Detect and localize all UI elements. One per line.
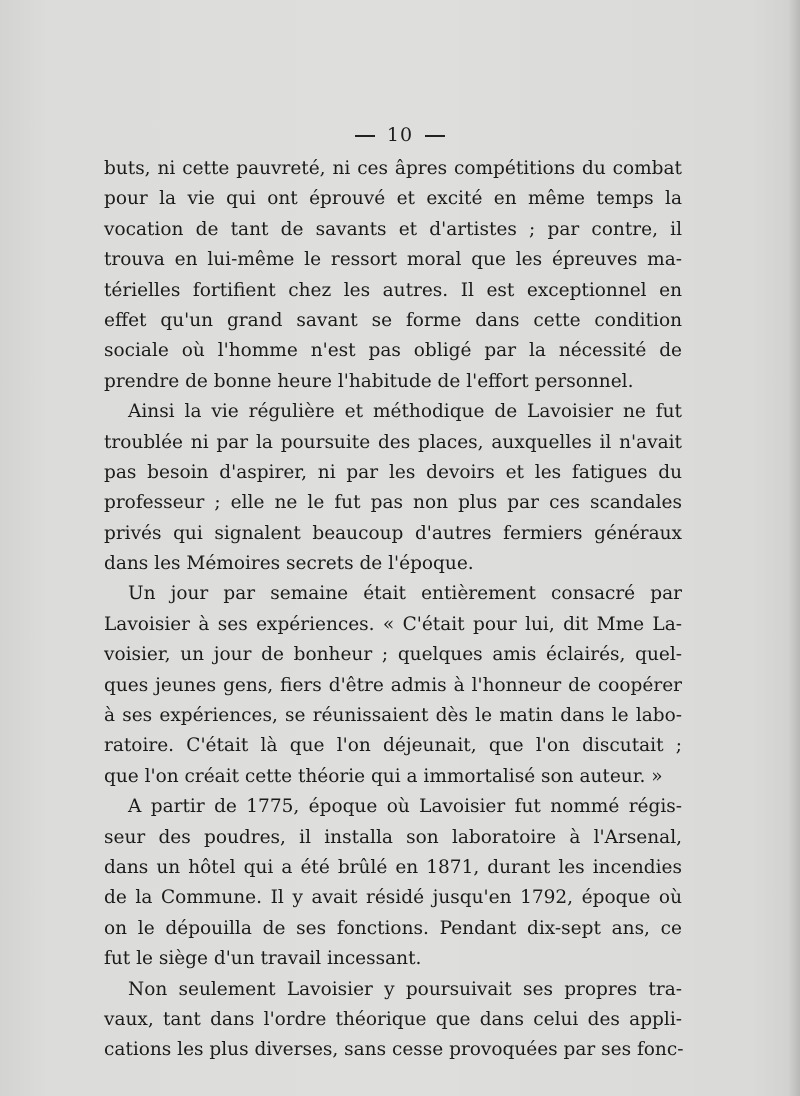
text-line: pas besoin d'aspirer, ni par les devoirs et les fatigues du — [104, 461, 682, 483]
text-line: pour la vie qui ont éprouvé et excité en même temps la — [104, 188, 682, 210]
text-line: Non seulement Lavoisier y poursuivait ses propres tra- — [128, 978, 682, 1000]
text-line: fut le siège d'un travail incessant. — [104, 948, 422, 970]
text-line: sociale où l'homme n'est pas obligé par la nécessité de — [104, 340, 682, 362]
text-line: prendre de bonne heure l'habitude de l'effort personnel. — [104, 370, 634, 392]
text-line: trouva en lui-même le ressort moral que les épreuves ma- — [104, 249, 682, 271]
text-line: buts, ni cette pauvreté, ni ces âpres compétitions du combat — [104, 158, 682, 179]
text-line: A partir de 1775, époque où Lavoisier fut nommé régis- — [128, 796, 682, 818]
body-text — [104, 154, 682, 1066]
text-line: Lavoisier à ses expériences. « C'était pour lui, dit Mme La- — [104, 613, 682, 635]
page-edge-shadow — [788, 0, 800, 1096]
text-line: à ses expériences, se réunissaient dès le matin dans le labo- — [104, 705, 682, 727]
text-line: Ainsi la vie régulière et méthodique de Lavoisier ne fut — [128, 401, 682, 423]
page-header — [0, 124, 800, 146]
text-line: térielles fortifient chez les autres. Il est exceptionnel en — [104, 279, 682, 301]
text-line: que l'on créait cette théorie qui a immortalisé son auteur. » — [104, 765, 663, 787]
text-line: cations les plus diverses, sans cesse provoquées par ses fonc- — [104, 1039, 684, 1061]
text-line: vaux, tant dans l'ordre théorique que dans celui des appli- — [104, 1008, 682, 1030]
text-line: de la Commune. Il y avait résidé jusqu'en 1792, époque où — [104, 887, 682, 909]
text-line: ques jeunes gens, fiers d'être admis à l'honneur de coopérer — [104, 674, 682, 696]
text-line: ratoire. C'était là que l'on déjeunait, que l'on discutait ; — [104, 735, 682, 757]
text-line: vocation de tant de savants et d'artistes ; par contre, il — [104, 218, 682, 240]
text-line: Un jour par semaine était entièrement consacré par — [128, 583, 682, 605]
text-line: dans les Mémoires secrets de l'époque. — [104, 553, 474, 575]
text-line: dans un hôtel qui a été brûlé en 1871, durant les incendies — [104, 856, 682, 878]
text-line: effet qu'un grand savant se forme dans cette condition — [104, 309, 682, 331]
text-line: seur des poudres, il installa son laboratoire à l'Arsenal, — [104, 826, 682, 848]
text-line: voisier, un jour de bonheur ; quelques amis éclairés, quel- — [104, 644, 682, 666]
text-line: on le dépouilla de ses fonctions. Pendant dix-sept ans, ce — [104, 917, 682, 939]
text-line: troublée ni par la poursuite des places, auxquelles il n'avait — [104, 431, 682, 453]
left-dash — [355, 135, 375, 137]
text-line: privés qui signalent beaucoup d'autres fermiers généraux — [104, 522, 682, 544]
right-dash — [425, 135, 445, 137]
text-line: professeur ; elle ne le fut pas non plus par ces scandales — [104, 492, 682, 514]
page-number: 10 — [386, 124, 414, 146]
